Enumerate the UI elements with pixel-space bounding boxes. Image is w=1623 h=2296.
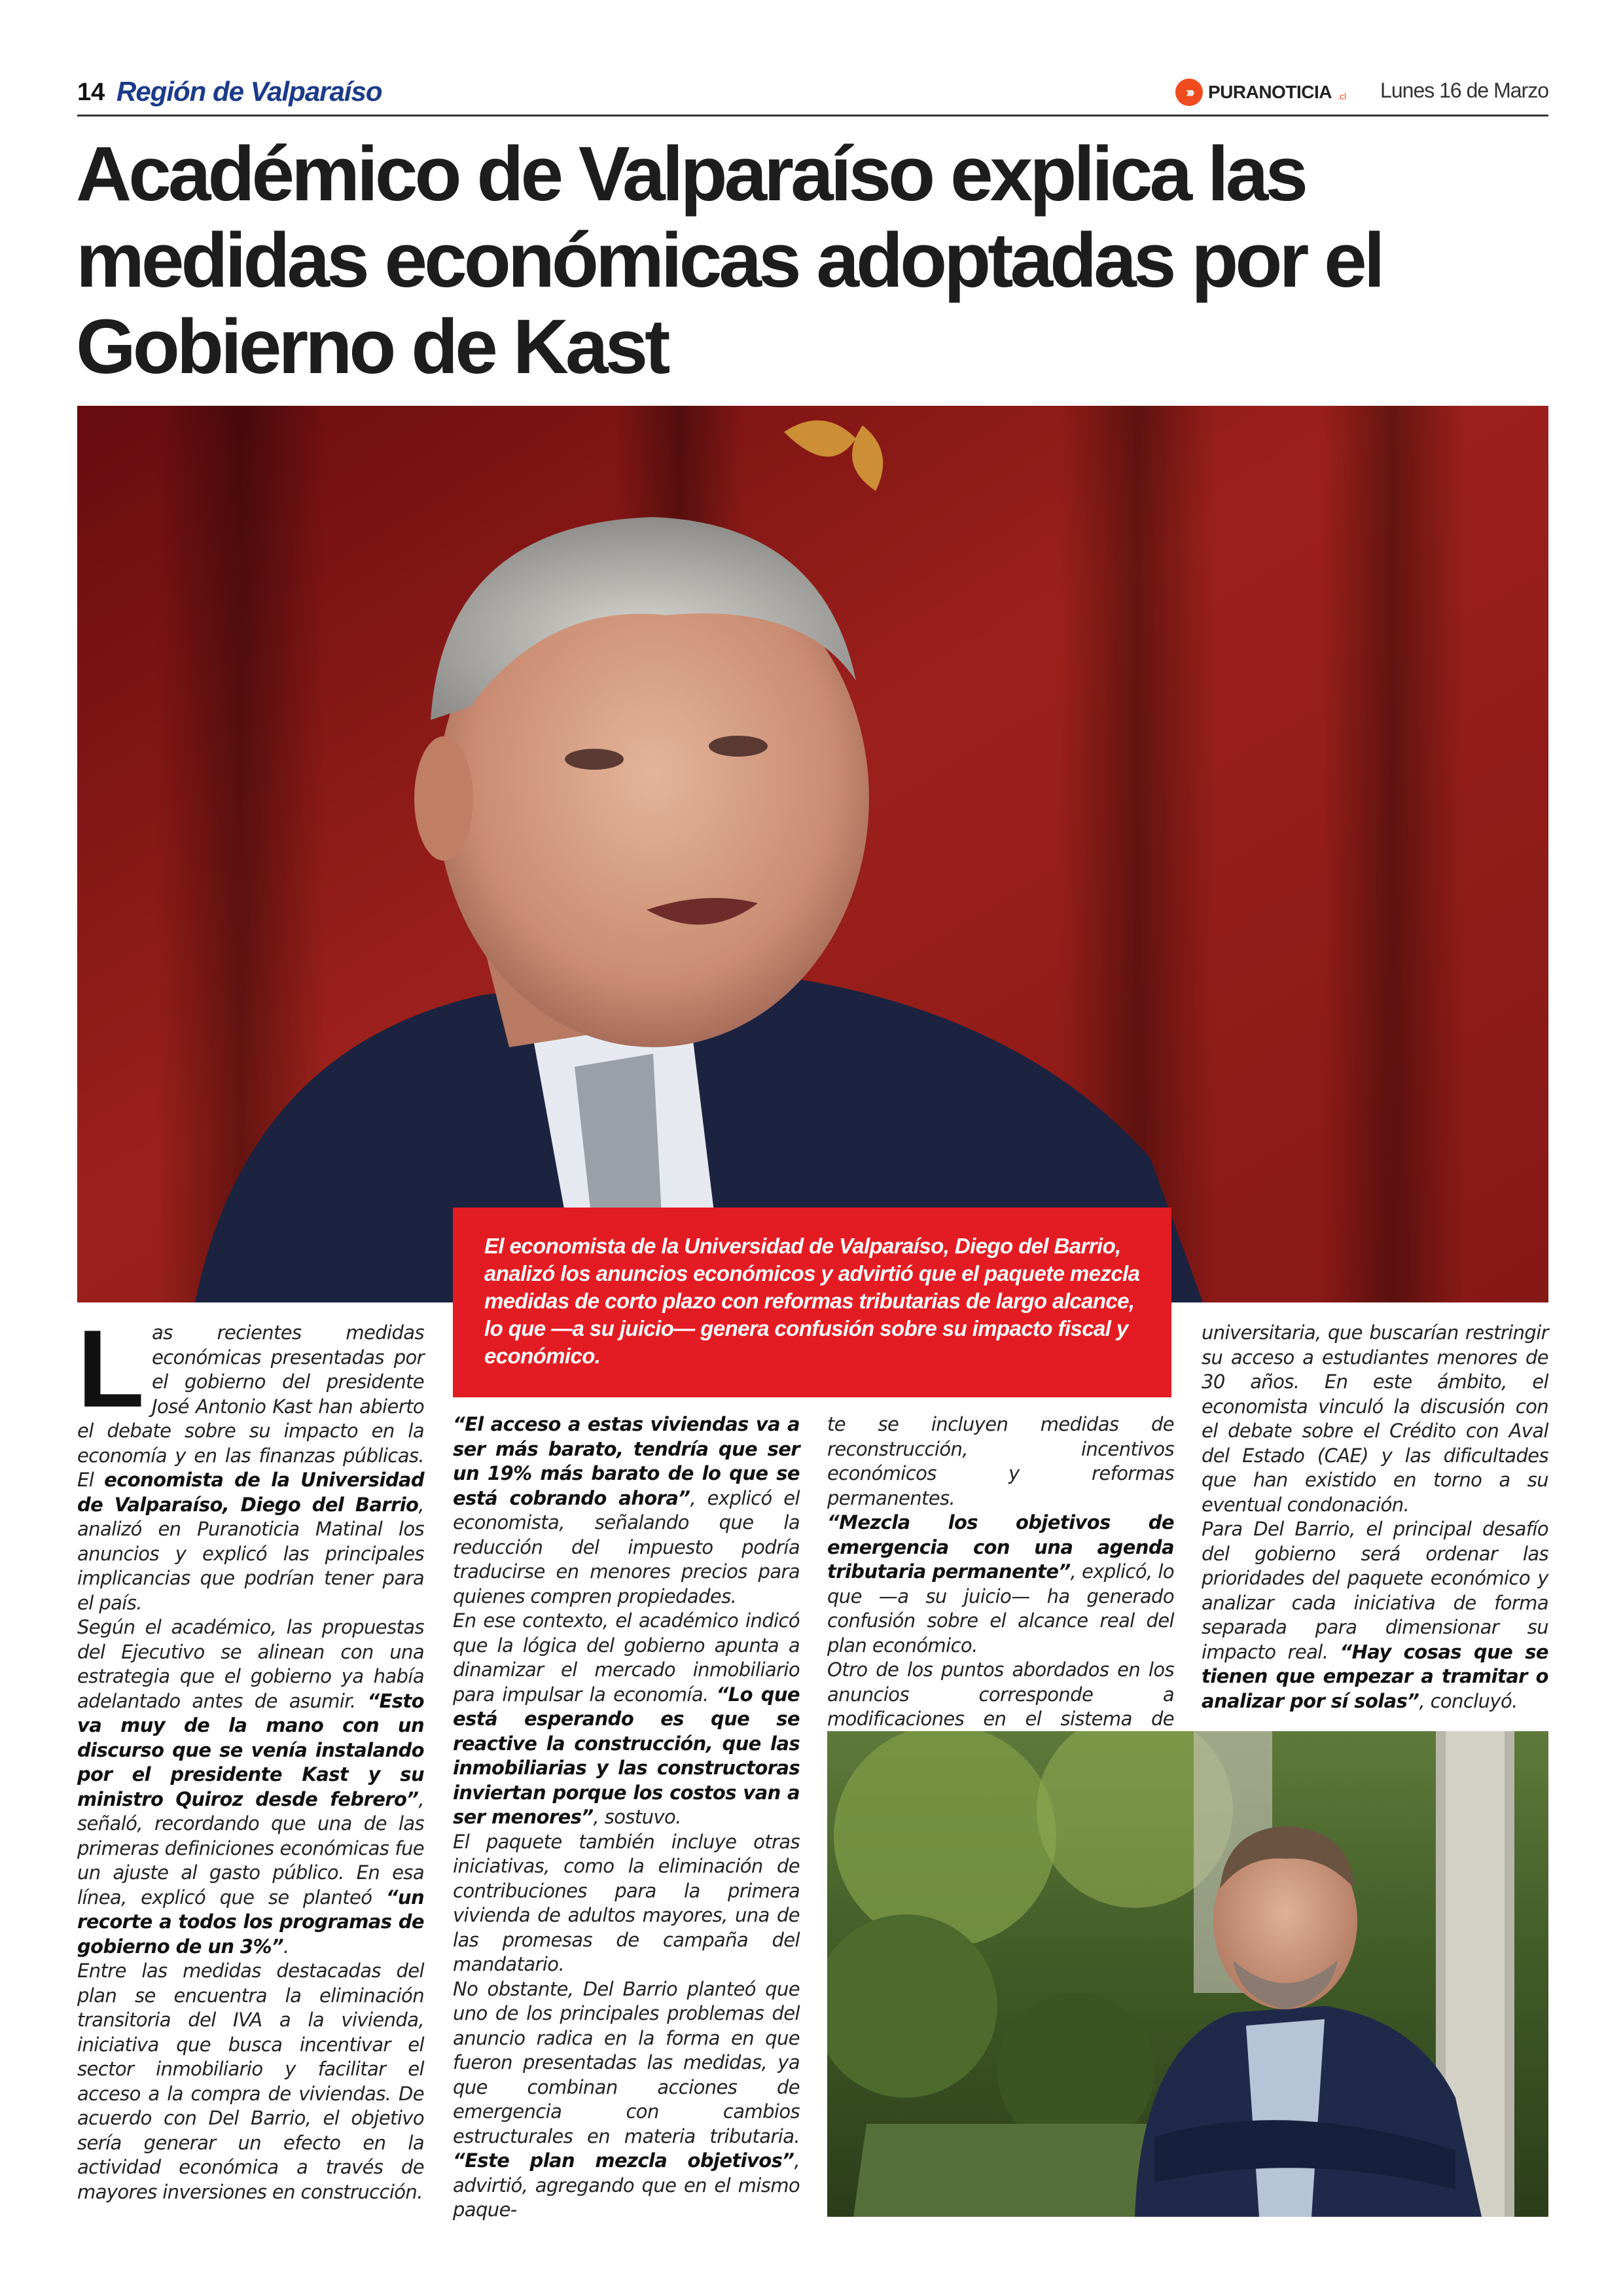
- body-text: , concluyó.: [1419, 1689, 1518, 1712]
- article-column-1: [77, 1307, 424, 2204]
- body-text: , advirtió, agregando que en el mismo paque-: [453, 2149, 800, 2221]
- bold-quote: economista de la Universidad de Valparaíso, Diego del Barrio: [77, 1469, 424, 1516]
- column-text: [77, 1307, 424, 2204]
- photo-caption: El economista de la Universidad de Valparaíso, Diego del Barrio, analizó los anuncios económicos y advirtió que el paquete mezcla medidas de corto plazo con reformas tributarias de largo alcance, lo que —a su juicio— genera confusión sobre su impacto fiscal y económico.: [453, 1208, 1171, 1397]
- bold-quote: “El acceso a estas viviendas va a ser más barato, tendría que ser un 19% más barato de lo que se está cobrando ahora”: [453, 1413, 800, 1509]
- bold-quote: “Este plan mezcla objetivos”: [453, 2149, 794, 2172]
- body-text: Entre las medidas destacadas del plan se encuentra la eliminación transitoria del IVA a la vivienda, iniciativa que busca incentivar el sector inmobiliario y facilitar el acceso a la compra de viviendas. De acuerdo con Del Barrio, el objetivo sería generar un efecto en la actividad económica a través de mayores inversiones en construcción.: [77, 1960, 424, 2203]
- bold-quote: “un recorte a todos los programas de gobierno de un 3%”: [77, 1886, 424, 1958]
- body-text: Para Del Barrio, el principal desafío del gobierno será ordenar las prioridades del paquete económico y analizar cada iniciativa de forma separada para dimensionar su impacto real.: [1202, 1518, 1548, 1663]
- drop-cap: L: [77, 1307, 145, 1430]
- issue-date: Lunes 16 de Marzo: [1380, 79, 1548, 102]
- column-text: [453, 1412, 800, 2223]
- brand-logo: [1175, 79, 1346, 106]
- bold-quote: “Hay cosas que se tienen que empezar a tramitar o analizar por sí solas”: [1202, 1640, 1548, 1712]
- brand-arrows-icon: ›››: [1175, 79, 1203, 106]
- body-text: , analizó en Puranoticia Matinal los anuncios y explicó las principales implicancias que podrían tener para el país.: [77, 1493, 424, 1614]
- bold-quote: “Lo que está esperando es que se reactive la construcción, que las inmobiliarias y las constructoras inviertan porque los costos van a ser menores”: [453, 1683, 800, 1828]
- column-text: [827, 1412, 1174, 1756]
- article-column-3: [827, 1412, 1174, 1756]
- article-headline: Académico de Valparaíso explica las medidas económicas adoptadas por el Gobierno de Kast: [76, 131, 1382, 390]
- body-text: El paquete también incluye otras iniciativas, como la eliminación de contribuciones para la primera vivienda de adultos mayores, una de las promesas de campaña del mandatario.: [453, 1830, 800, 1975]
- economist-portrait-photo: [827, 1731, 1548, 2217]
- body-text: , explicó, lo que —a su juicio— ha generado confusión sobre el alcance real del plan económico.: [827, 1560, 1174, 1657]
- article-column-2: [453, 1412, 800, 2223]
- article-column-4: [1202, 1321, 1548, 1713]
- body-text: , explicó el economista, señalando que la reducción del impuesto podría traducirse en menores precios para quienes compren propiedades.: [453, 1486, 800, 1607]
- bold-quote: “Mezcla los objetivos de emergencia con una agenda tributaria permanente”: [827, 1511, 1174, 1583]
- main-photo: [77, 406, 1548, 1302]
- brand-suffix: .cl: [1336, 91, 1346, 101]
- brand-name: PURANOTICIA: [1208, 82, 1332, 102]
- body-text: , señaló, recordando que una de las primeras definiciones económicas fue un ajuste al gasto público. En esa línea, explicó que se planteó: [77, 1787, 424, 1909]
- body-text: No obstante, Del Barrio planteó que uno de los principales problemas del anuncio radica en la forma en que fueron presentadas las medidas, ya que combinan acciones de emergencia con cambios estructurales en materia tributaria.: [453, 1977, 800, 2147]
- body-text: te se incluyen medidas de reconstrucción, incentivos económicos y reformas permanentes.: [827, 1413, 1174, 1509]
- page-header: [77, 71, 1548, 117]
- section-title: Región de Valparaíso: [116, 76, 382, 107]
- body-text: Otro de los puntos abordados en los anuncios corresponde a modificaciones en el sistema de: [827, 1659, 1174, 1730]
- column-text: [1202, 1321, 1548, 1713]
- body-text: Según el académico, las propuestas del Ejecutivo se alinean con una estrategia que el gobierno ya había adelantado antes de asumir.: [77, 1616, 424, 1712]
- body-text: , sostuvo.: [593, 1806, 681, 1828]
- body-text: as recientes medidas económicas presentadas por el gobierno del presidente José Antonio Kast han abierto el debate sobre su impacto en la economía y en las finanzas públicas. El: [77, 1321, 424, 1491]
- body-text: universitaria, que buscarían restringir su acceso a estudiantes menores de 30 años. En este ámbito, el economista vinculó la discusión con el debate sobre el Crédito con Aval del Estado (CAE) y las dificultades que han existido en torno a su eventual condonación.: [1202, 1321, 1548, 1516]
- bold-quote: “Esto va muy de la mano con un discurso que se venía instalando por el presidente Kast y su ministro Quiroz desde febrero”: [77, 1689, 424, 1810]
- page-number: 14: [77, 79, 105, 106]
- body-text: En ese contexto, el académico indicó que la lógica del gobierno apunta a dinamizar el mercado inmobiliario para impulsar la economía.: [453, 1609, 800, 1706]
- body-text: .: [283, 1935, 289, 1958]
